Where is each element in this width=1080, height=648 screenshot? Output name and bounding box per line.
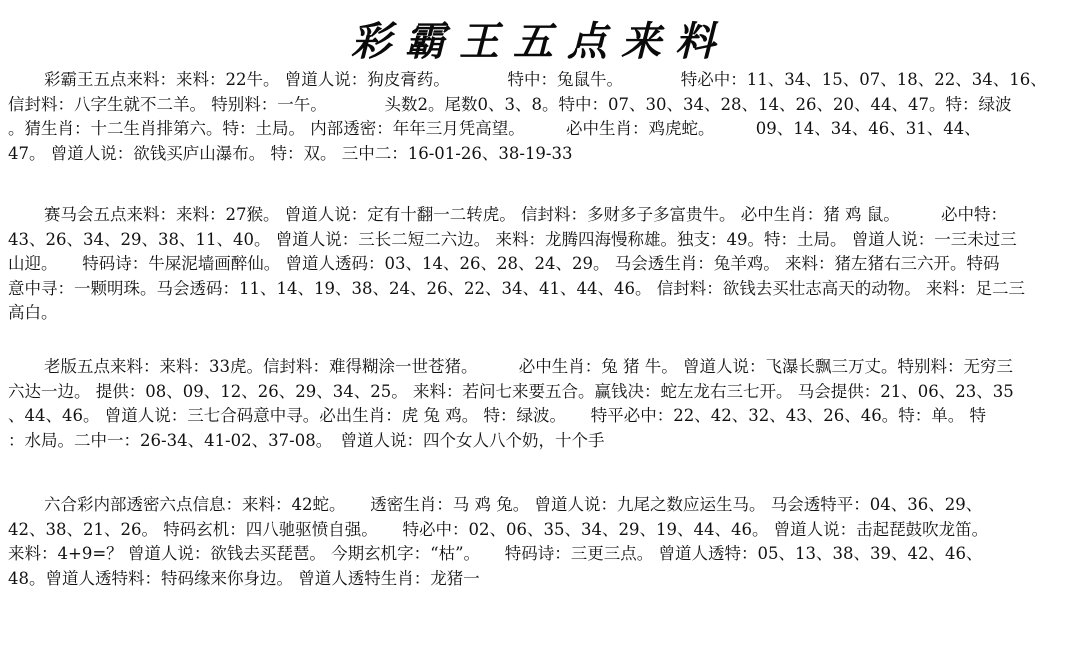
section-1 xyxy=(8,68,1072,166)
text-line: 。猜生肖：十二生肖排第六。特：土局。 内部透密：年年三月凭高望。 必中生肖：鸡虎蛇。 09、14、34、46、31、44、 xyxy=(8,119,981,138)
text-line: 信封料：八字生就不二羊。 特别料：一午。 头数2。尾数0、3、8。特中：07、30、34、28、14、26、20、44、47。特：绿波 xyxy=(8,94,1012,114)
text-line: 山迎。 特码诗：牛屎泥墙画醉仙。 曾道人透码：03、14、26、28、24、29。 马会透生肖：兔羊鸡。 来料：猪左猪右三六开。特码 xyxy=(8,254,1000,273)
text-line: 六合彩内部透密六点信息：来料：42蛇。 透密生肖：马 鸡 兔。 曾道人说：九尾之数应运生马。 马会透特平：04、36、29、 xyxy=(44,495,983,514)
text-line: 老版五点来料：来料：33虎。信封料：难得糊涂一世苍猪。 必中生肖：兔 猪 牛。 曾道人说：飞瀑长飘三万丈。特别料：无穷三 xyxy=(44,357,1013,376)
text-line: 42、38、21、26。 特码玄机：四八驰驱愤自强。 特必中：02、06、35、34、29、19、44、46。 曾道人说：击起琵鼓吹龙笛。 xyxy=(8,519,989,539)
text-line: 意中寻：一颗明珠。马会透码：11、14、19、38、24、26、22、34、41、44、46。 信封料：欲钱去买壮志高天的动物。 来料：足二三 xyxy=(8,278,1025,298)
text-line: 六达一边。 提供：08、09、12、26、29、34、25。 来料：若问七来要五合。赢钱决：蛇左龙右三七开。 马会提供：21、06、23、35 xyxy=(8,381,1014,401)
section-2 xyxy=(8,203,1072,326)
section-4 xyxy=(8,493,1072,591)
text-line: 47。 曾道人说：欲钱买庐山瀑布。 特：双。 三中二：16-01-26、38-19-33 xyxy=(8,143,573,163)
section-3 xyxy=(8,355,1072,453)
text-line: ：水局。二中一：26-34、41-02、37-08。 曾道人说：四个女人八个奶，十个手 xyxy=(8,430,605,450)
text-line: 43、26、34、29、38、11、40。 曾道人说：三长二短二六边。 来料：龙腾四海慢称雄。独支：49。特：土局。 曾道人说：一三未过三 xyxy=(8,229,1017,249)
text-line: 高白。 xyxy=(8,303,58,322)
text-line: 赛马会五点来料：来料：27猴。 曾道人说：定有十翻一二转虎。 信封料：多财多子多富贵牛。 必中生肖：猪 鸡 鼠。 必中特： xyxy=(44,205,1007,224)
page-title: 彩霸王五点来料 xyxy=(351,18,729,65)
text-line: 48。曾道人透特料：特码缘来你身边。 曾道人透特生肖：龙猪一 xyxy=(8,568,480,588)
text-line: 、44、46。 曾道人说：三七合码意中寻。必出生肖：虎 兔 鸡。 特：绿波。 特平必中：22、42、32、43、26、46。特：单。 特 xyxy=(8,406,986,425)
text-line: 彩霸王五点来料：来料：22牛。 曾道人说：狗皮膏药。 特中：兔鼠牛。 特必中：11、34、15、07、18、22、34、16、 xyxy=(44,70,1047,89)
text-line: 来料：4+9=？ 曾道人说：欲钱去买琵琶。 今期玄机字：“枯”。 特码诗：三更三点。 曾道人透特：05、13、38、39、42、46、 xyxy=(8,544,983,563)
